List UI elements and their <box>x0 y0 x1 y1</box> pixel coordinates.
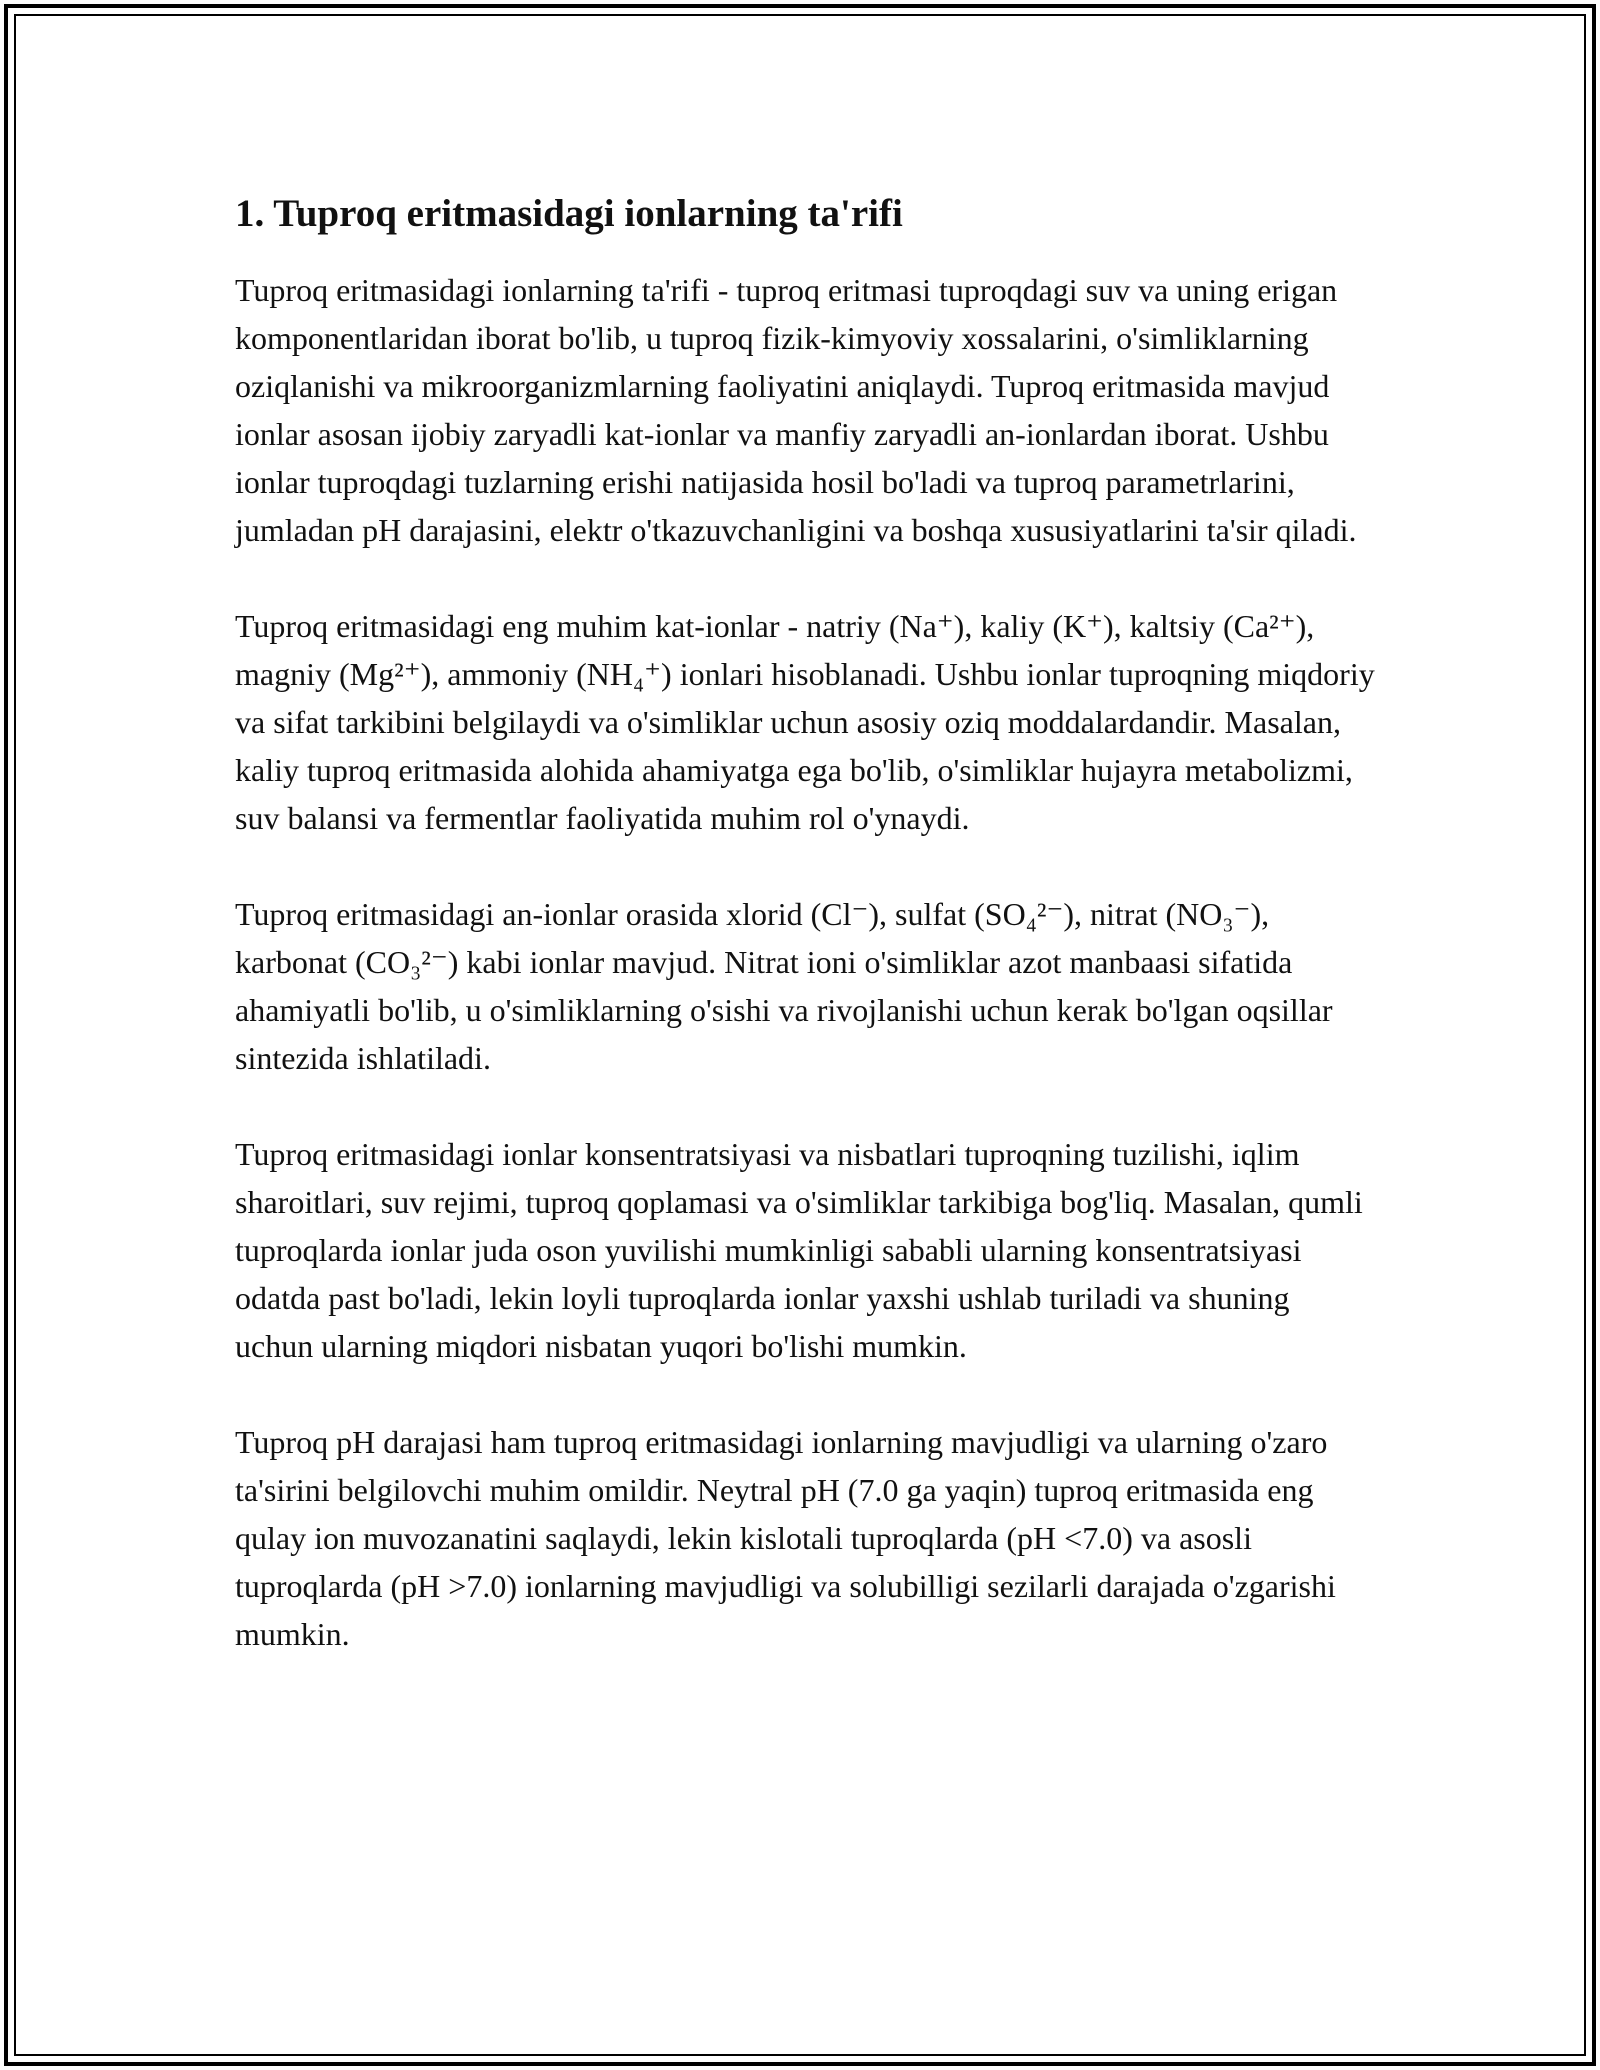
paragraph-definition: Tuproq eritmasidagi ionlarning ta'rifi - tuproq eritmasi tuproqdagi suv va uning erigan komponentlaridan iborat bo'lib, u tuproq fizik-kimyoviy xossalarini, o'simliklarning oziqlanishi va mikroorganizmlarning faoliyatini aniqlaydi. Tuproq eritmasida mavjud ionlar asosan ijobiy zaryadli kat-ionlar va manfiy zaryadli an-ionlardan iborat. Ushbu ionlar tuproqdagi tuzlarning erishi natijasida hosil bo'ladi va tuproq parametrlarini, jumladan pH darajasini, elektr o'tkazuvchanligini va boshqa xususiyatlarini ta'sir qiladi. <box>235 272 1357 548</box>
paragraph-concentration: Tuproq eritmasidagi ionlar konsentratsiyasi va nisbatlari tuproqning tuzilishi, iqlim sharoitlari, suv rejimi, tuproq qoplamasi va o'simliklar tarkibiga bog'liq. Masalan, qumli tuproqlarda ionlar juda oson yuvilishi mumkinligi sababli ularning konsentratsiyasi odatda past bo'ladi, lekin loyli tuproqlarda ionlar yaxshi ushlab turiladi va shuning uchun ularning miqdori nisbatan yuqori bo'lishi mumkin. <box>235 1136 1363 1364</box>
section-heading: 1. Tuproq eritmasidagi ionlarning ta'rifi <box>235 192 903 235</box>
document-body <box>235 188 1375 1706</box>
paragraph-ph: Tuproq pH darajasi ham tuproq eritmasidagi ionlarning mavjudligi va ularning o'zaro ta'sirini belgilovchi muhim omildir. Neytral pH (7.0 ga yaqin) tuproq eritmasida eng qulay ion muvozanatini saqlaydi, lekin kislotali tuproqlarda (pH <7.0) va asosli tuproqlarda (pH >7.0) ionlarning mavjudligi va solubilligi sezilarli darajada o'zgarishi mumkin. <box>235 1424 1336 1652</box>
paragraph-cations: Tuproq eritmasidagi eng muhim kat-ionlar - natriy (Na⁺), kaliy (K⁺), kaltsiy (Ca²⁺), magniy (Mg²⁺), ammoniy (NH₄⁺) ionlari hisoblanadi. Ushbu ionlar tuproqning miqdoriy va sifat tarkibini belgilaydi va o'simliklar uchun asosiy oziq moddalardandir. Masalan, kaliy tuproq eritmasida alohida ahamiyatga ega bo'lib, o'simliklar hujayra metabolizmi, suv balansi va fermentlar faoliyatida muhim rol o'ynaydi. <box>235 608 1375 836</box>
paragraph-anions: Tuproq eritmasidagi an-ionlar orasida xlorid (Cl⁻), sulfat (SO₄²⁻), nitrat (NO₃⁻), karbonat (CO₃²⁻) kabi ionlar mavjud. Nitrat ioni o'simliklar azot manbaasi sifatida ahamiyatli bo'lib, u o'simliklarning o'sishi va rivojlanishi uchun kerak bo'lgan oqsillar sintezida ishlatiladi. <box>235 896 1333 1076</box>
